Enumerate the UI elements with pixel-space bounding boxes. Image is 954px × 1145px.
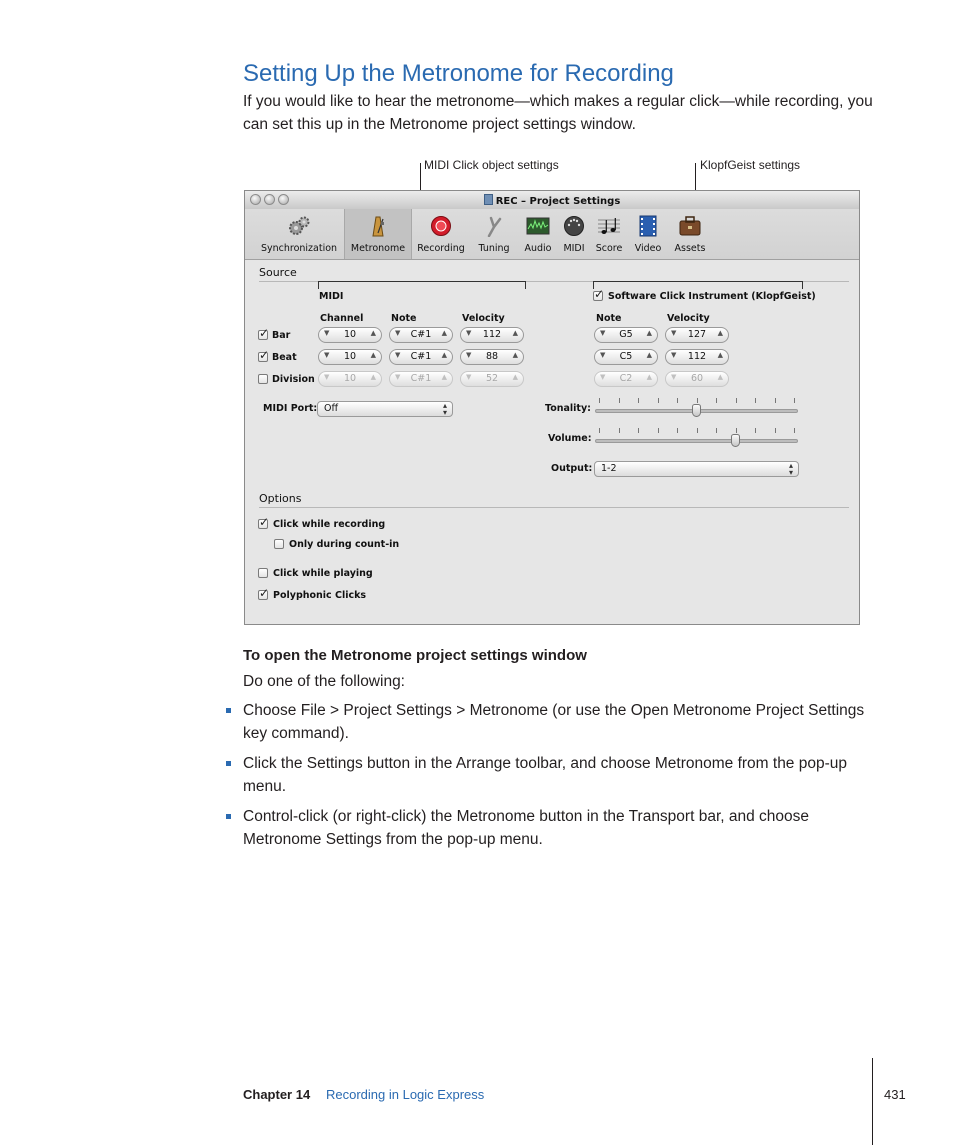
popup-value: Off [324,403,339,414]
slider-tick [638,428,639,433]
tab-label: Recording [417,243,465,254]
row-label: Division [272,374,315,385]
window-title: REC – Project Settings [245,194,859,207]
gears-icon [287,215,311,237]
k-note-stepper[interactable]: ▼ G5 ▲ [594,327,658,343]
popup-value: 1-2 [601,463,617,474]
callout-klopfgeist: KlopfGeist settings [700,158,801,172]
callout-bracket [802,281,803,289]
row-label: Beat [272,352,297,363]
tab-recording[interactable] [412,209,470,259]
bullet-icon [226,814,231,819]
stepper-value: 10 [343,373,357,384]
tuning-fork-icon [482,215,506,237]
stepper-value: C#1 [410,329,432,340]
list-item: Click the Settings button in the Arrange toolbar, and choose Metronome from the pop-up menu. [243,755,848,795]
slider-tick [658,398,659,403]
row-label: Bar [272,330,291,341]
click-playing-label: Click while playing [273,568,373,579]
slider-tick [716,428,717,433]
only-countin-checkbox[interactable] [274,539,284,549]
tab-midi[interactable] [558,209,590,259]
intro-paragraph: If you would like to hear the metronome—which makes a regular click—while recording, you can set this up in the Metronome project settings window. [243,93,873,133]
stepper-value: 52 [485,373,499,384]
procedure-title: To open the Metronome project settings window [243,647,587,664]
tab-label: Score [595,243,623,254]
midi-plug-icon [562,215,586,237]
division-checkbox[interactable] [258,374,268,384]
slider-tick [716,398,717,403]
stepper-value: C#1 [410,373,432,384]
audio-meter-icon [526,215,550,237]
channel-stepper[interactable]: ▼ 10 ▲ [318,371,382,387]
slider-tick [599,428,600,433]
k-col-velocity: Velocity [667,313,710,324]
slider-tick [697,398,698,403]
stepper-value: 60 [690,373,704,384]
bullet-icon [226,708,231,713]
slider-tick [755,398,756,403]
channel-stepper[interactable]: ▼ 10 ▲ [318,349,382,365]
velocity-stepper[interactable]: ▼ 52 ▲ [460,371,524,387]
k-note-stepper[interactable]: ▼ C2 ▲ [594,371,658,387]
procedure-lead: Do one of the following: [243,673,405,690]
click-recording-checkbox[interactable]: ✓ [259,515,270,529]
callout-midi-click: MIDI Click object settings [424,158,559,172]
col-note: Note [391,313,417,324]
slider-tick [736,428,737,433]
slider-tick [619,398,620,403]
tab-audio[interactable] [518,209,558,259]
stepper-value: 112 [482,329,502,340]
output-popup[interactable] [594,461,799,477]
footer-chapter: Chapter 14 [243,1087,311,1102]
output-label: Output: [551,463,593,474]
page-title: Setting Up the Metronome for Recording [243,60,674,87]
slider-tick [775,428,776,433]
document-icon [484,194,493,205]
stepper-value: 112 [687,351,707,362]
software-click-label: Software Click Instrument (KlopfGeist) [608,291,816,302]
tab-tuning[interactable] [471,209,517,259]
window-titlebar[interactable] [245,191,859,210]
tab-assets[interactable] [669,209,711,259]
note-stepper[interactable]: ▼ C#1 ▲ [389,327,453,343]
stepper-value: 10 [343,351,357,362]
stepper-value: C5 [619,351,633,362]
midi-port-label: MIDI Port: [263,403,318,414]
midi-port-popup[interactable] [317,401,453,417]
tonality-label: Tonality: [545,403,591,414]
polyphonic-checkbox[interactable]: ✓ [259,586,270,600]
k-note-stepper[interactable]: ▼ C5 ▲ [594,349,658,365]
slider-tick [658,428,659,433]
tab-label: Video [634,243,662,254]
col-velocity: Velocity [462,313,505,324]
tab-video[interactable] [628,209,668,259]
slider-tick [599,398,600,403]
slider-track [595,439,798,443]
stepper-value: 127 [687,329,707,340]
k-velocity-stepper[interactable]: ▼ 60 ▲ [665,371,729,387]
slider-tick [755,428,756,433]
slider-tick [794,398,795,403]
page-number: 431 [884,1087,906,1102]
project-settings-window [244,190,860,625]
slider-tick [697,428,698,433]
tab-label: Audio [524,243,552,254]
updown-arrows-icon: ▴ ▾ [788,461,793,477]
volume-slider[interactable] [595,427,798,447]
tonality-slider[interactable] [595,397,798,417]
velocity-stepper[interactable]: ▼ 112 ▲ [460,327,524,343]
list-item: Choose File > Project Settings > Metronome (or use the Open Metronome Project Settings key command). [243,702,865,742]
midi-group-label: MIDI [319,291,344,302]
click-playing-checkbox[interactable] [258,568,268,578]
callout-bracket [525,281,526,289]
tab-label: Metronome [350,243,406,254]
film-icon [636,215,660,237]
slider-thumb[interactable] [692,404,701,417]
stepper-value: 10 [343,329,357,340]
bar-checkbox[interactable]: ✓ [259,326,270,340]
tab-metronome[interactable] [344,209,412,259]
velocity-stepper[interactable]: ▼ 88 ▲ [460,349,524,365]
channel-stepper[interactable]: ▼ 10 ▲ [318,327,382,343]
slider-tick [619,428,620,433]
callout-bracket [318,281,319,289]
tab-label: Synchronization [260,243,338,254]
tab-label: Assets [674,243,706,254]
stepper-value: C2 [619,373,633,384]
score-notes-icon [597,215,621,237]
callout-bracket [593,281,803,282]
metronome-icon [366,215,390,237]
list-item: Control-click (or right-click) the Metronome button in the Transport bar, and choose Metronome Settings from the pop-up menu. [243,808,810,848]
stepper-value: G5 [619,329,633,340]
stepper-value: 88 [485,351,499,362]
slider-tick [677,398,678,403]
polyphonic-label: Polyphonic Clicks [273,590,367,601]
footer-chapter-title[interactable]: Recording in Logic Express [326,1087,485,1102]
k-velocity-stepper[interactable]: ▼ 112 ▲ [665,349,729,365]
footer-divider [872,1058,873,1145]
software-click-checkbox[interactable]: ✓ [594,287,605,301]
click-recording-label: Click while recording [273,519,386,530]
tab-score[interactable] [591,209,627,259]
col-channel: Channel [320,313,364,324]
settings-toolbar [245,209,859,260]
k-velocity-stepper[interactable]: ▼ 127 ▲ [665,327,729,343]
record-icon [429,215,453,237]
k-col-note: Note [596,313,622,324]
slider-tick [736,398,737,403]
tab-label: Tuning [478,243,510,254]
volume-label: Volume: [548,433,592,444]
note-stepper[interactable]: ▼ C#1 ▲ [389,371,453,387]
beat-checkbox[interactable]: ✓ [259,348,270,362]
callout-bracket [318,281,526,282]
slider-tick [794,428,795,433]
slider-tick [775,398,776,403]
only-countin-label: Only during count-in [289,539,400,550]
tab-label: MIDI [563,243,585,254]
options-heading: Options [259,492,302,505]
updown-arrows-icon: ▴ ▾ [442,401,447,417]
bullet-icon [226,761,231,766]
slider-tick [638,398,639,403]
briefcase-icon [678,215,702,237]
stepper-value: C#1 [410,351,432,362]
tab-synchronization[interactable] [255,209,343,259]
source-heading: Source [259,266,297,279]
slider-thumb[interactable] [731,434,740,447]
slider-tick [677,428,678,433]
note-stepper[interactable]: ▼ C#1 ▲ [389,349,453,365]
divider [259,507,849,508]
